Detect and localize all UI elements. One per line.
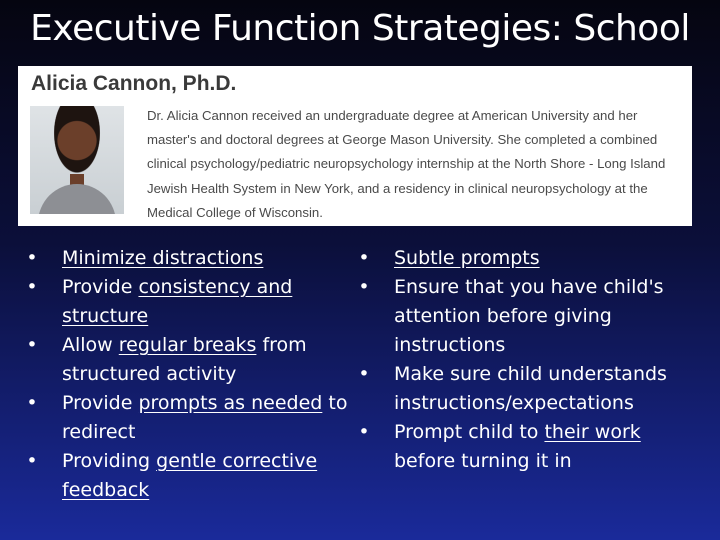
right-strategy-list xyxy=(356,244,706,476)
bullet-icon: • xyxy=(358,421,370,443)
list-item: • Ensure that you have child's attention before giving instructions xyxy=(356,273,706,360)
bullet-icon: • xyxy=(26,334,38,356)
bio-name: Alicia Cannon, Ph.D. xyxy=(31,72,237,95)
slide-title: Executive Function Strategies: School xyxy=(30,8,690,49)
bio-card xyxy=(18,66,692,226)
bullet-icon: • xyxy=(358,276,370,298)
bullet-icon: • xyxy=(26,450,38,472)
bio-line: master's and doctoral degrees at George Mason University. She completed a combined xyxy=(147,132,658,148)
bio-line: clinical psychology/pediatric neuropsychology internship at the North Shore - Long Island xyxy=(147,156,666,172)
left-strategy-list xyxy=(24,244,364,505)
list-item: • Minimize distractions xyxy=(24,244,364,273)
list-item: • Make sure child understands instructions/expectations xyxy=(356,360,706,418)
list-item: • Provide prompts as needed to redirect xyxy=(24,389,364,447)
bullet-icon: • xyxy=(358,247,370,269)
list-item: • Subtle prompts xyxy=(356,244,706,273)
bullet-icon: • xyxy=(26,276,38,298)
bio-line: Medical College of Wisconsin. xyxy=(147,204,323,220)
bullet-icon: • xyxy=(26,392,38,414)
list-item: • Provide consistency and structure xyxy=(24,273,364,331)
list-item: • Prompt child to their work before turning it in xyxy=(356,418,706,476)
bullet-icon: • xyxy=(26,247,38,269)
bio-text xyxy=(147,104,687,225)
bio-line: Jewish Health System in New York, and a residency in clinical neuropsychology at the xyxy=(147,180,648,196)
list-item: • Allow regular breaks from structured activity xyxy=(24,331,364,389)
portrait-photo xyxy=(30,106,124,214)
bio-line: Dr. Alicia Cannon received an undergraduate degree at American University and her xyxy=(147,108,638,123)
list-item: • Providing gentle corrective feedback xyxy=(24,447,364,505)
bullet-icon: • xyxy=(358,363,370,385)
